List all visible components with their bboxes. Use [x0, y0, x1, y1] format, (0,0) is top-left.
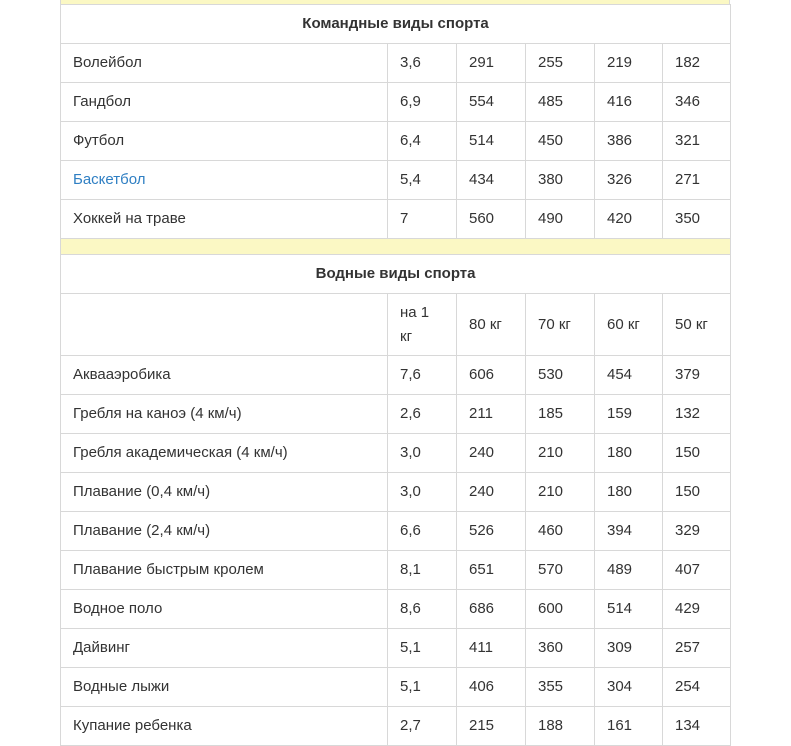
- header-per-kg: на 1 кг: [388, 294, 457, 356]
- value-80kg: 434: [457, 161, 526, 200]
- per-kg-value: 3,6: [388, 44, 457, 83]
- per-kg-value: 6,6: [388, 512, 457, 551]
- per-kg-value: 5,1: [388, 668, 457, 707]
- value-70kg: 355: [526, 668, 595, 707]
- value-60kg: 180: [595, 473, 663, 512]
- value-80kg: 686: [457, 590, 526, 629]
- value-50kg: 182: [663, 44, 731, 83]
- value-60kg: 180: [595, 434, 663, 473]
- value-80kg: 606: [457, 356, 526, 395]
- water-sports-title: Водные виды спорта: [61, 255, 731, 294]
- value-50kg: 134: [663, 707, 731, 746]
- calorie-table-wrapper: [60, 4, 730, 746]
- table-row: [61, 122, 731, 161]
- value-70kg: 450: [526, 122, 595, 161]
- value-50kg: 271: [663, 161, 731, 200]
- sport-name: Футбол: [61, 122, 388, 161]
- value-70kg: 485: [526, 83, 595, 122]
- sport-name: Дайвинг: [61, 629, 388, 668]
- per-kg-value: 2,6: [388, 395, 457, 434]
- value-80kg: 240: [457, 434, 526, 473]
- value-50kg: 257: [663, 629, 731, 668]
- table-row: [61, 395, 731, 434]
- value-80kg: 526: [457, 512, 526, 551]
- section-divider: [61, 239, 731, 255]
- value-50kg: 321: [663, 122, 731, 161]
- section-header-row: [61, 5, 731, 44]
- value-80kg: 411: [457, 629, 526, 668]
- table-row: [61, 668, 731, 707]
- value-70kg: 255: [526, 44, 595, 83]
- sport-name: Хоккей на траве: [61, 200, 388, 239]
- value-60kg: 219: [595, 44, 663, 83]
- table-row: [61, 200, 731, 239]
- table-row: [61, 590, 731, 629]
- table-row: [61, 629, 731, 668]
- per-kg-value: 6,9: [388, 83, 457, 122]
- per-kg-value: 6,4: [388, 122, 457, 161]
- team-sports-section: [61, 5, 731, 255]
- column-header-row: [61, 294, 731, 356]
- value-80kg: 291: [457, 44, 526, 83]
- value-80kg: 406: [457, 668, 526, 707]
- value-70kg: 360: [526, 629, 595, 668]
- per-kg-value: 5,1: [388, 629, 457, 668]
- per-kg-value: 7: [388, 200, 457, 239]
- header-70kg: 70 кг: [526, 294, 595, 356]
- value-60kg: 326: [595, 161, 663, 200]
- sport-name: Водное поло: [61, 590, 388, 629]
- value-60kg: 386: [595, 122, 663, 161]
- value-70kg: 460: [526, 512, 595, 551]
- table-row: [61, 473, 731, 512]
- table-row: [61, 161, 731, 200]
- value-70kg: 570: [526, 551, 595, 590]
- sport-name: Плавание быстрым кролем: [61, 551, 388, 590]
- sport-name: Гандбол: [61, 83, 388, 122]
- value-70kg: 210: [526, 473, 595, 512]
- value-60kg: 304: [595, 668, 663, 707]
- value-60kg: 514: [595, 590, 663, 629]
- value-50kg: 254: [663, 668, 731, 707]
- sport-name: Плавание (0,4 км/ч): [61, 473, 388, 512]
- value-50kg: 429: [663, 590, 731, 629]
- value-50kg: 329: [663, 512, 731, 551]
- section-header-row: [61, 255, 731, 294]
- team-sports-title: Командные виды спорта: [61, 5, 731, 44]
- header-50kg: 50 кг: [663, 294, 731, 356]
- value-60kg: 489: [595, 551, 663, 590]
- sport-name: Гребля на каноэ (4 км/ч): [61, 395, 388, 434]
- value-70kg: 188: [526, 707, 595, 746]
- basketball-link[interactable]: Баскетбол: [73, 171, 146, 188]
- value-80kg: 554: [457, 83, 526, 122]
- empty-header-cell: [61, 294, 388, 356]
- value-80kg: 240: [457, 473, 526, 512]
- value-80kg: 211: [457, 395, 526, 434]
- per-kg-value: 3,0: [388, 473, 457, 512]
- yellow-band: [61, 239, 731, 255]
- per-kg-value: 5,4: [388, 161, 457, 200]
- per-kg-value: 2,7: [388, 707, 457, 746]
- sport-name: Гребля академическая (4 км/ч): [61, 434, 388, 473]
- value-50kg: 150: [663, 473, 731, 512]
- table-row: [61, 512, 731, 551]
- sport-name: Волейбол: [61, 44, 388, 83]
- value-60kg: 309: [595, 629, 663, 668]
- header-80kg: 80 кг: [457, 294, 526, 356]
- value-50kg: 379: [663, 356, 731, 395]
- value-60kg: 420: [595, 200, 663, 239]
- calorie-table: [60, 4, 731, 746]
- value-70kg: 210: [526, 434, 595, 473]
- value-70kg: 380: [526, 161, 595, 200]
- per-kg-value: 8,6: [388, 590, 457, 629]
- sport-name: Плавание (2,4 км/ч): [61, 512, 388, 551]
- value-60kg: 416: [595, 83, 663, 122]
- water-sports-section: [61, 255, 731, 746]
- table-row: [61, 707, 731, 746]
- per-kg-value: 8,1: [388, 551, 457, 590]
- table-row: [61, 551, 731, 590]
- table-row: [61, 83, 731, 122]
- sport-name: Аквааэробика: [61, 356, 388, 395]
- value-70kg: 530: [526, 356, 595, 395]
- sport-name: Купание ребенка: [61, 707, 388, 746]
- value-60kg: 454: [595, 356, 663, 395]
- value-50kg: 350: [663, 200, 731, 239]
- per-kg-value: 7,6: [388, 356, 457, 395]
- value-60kg: 394: [595, 512, 663, 551]
- table-row: [61, 356, 731, 395]
- value-80kg: 215: [457, 707, 526, 746]
- header-60kg: 60 кг: [595, 294, 663, 356]
- value-50kg: 132: [663, 395, 731, 434]
- sport-name: Водные лыжи: [61, 668, 388, 707]
- value-50kg: 407: [663, 551, 731, 590]
- value-70kg: 185: [526, 395, 595, 434]
- value-70kg: 490: [526, 200, 595, 239]
- value-50kg: 346: [663, 83, 731, 122]
- table-row: [61, 434, 731, 473]
- value-60kg: 161: [595, 707, 663, 746]
- sport-name-cell: [61, 161, 388, 200]
- value-70kg: 600: [526, 590, 595, 629]
- value-60kg: 159: [595, 395, 663, 434]
- value-80kg: 560: [457, 200, 526, 239]
- value-80kg: 514: [457, 122, 526, 161]
- value-80kg: 651: [457, 551, 526, 590]
- per-kg-value: 3,0: [388, 434, 457, 473]
- value-50kg: 150: [663, 434, 731, 473]
- table-row: [61, 44, 731, 83]
